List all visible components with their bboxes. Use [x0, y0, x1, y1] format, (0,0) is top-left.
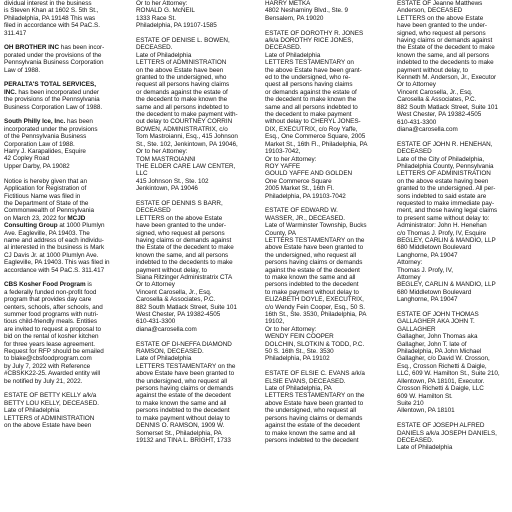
text-line: Ave. Eagleville, PA 19403. The [4, 229, 90, 237]
text-line: ESTATE OF DENNIS S BARR, [136, 199, 223, 207]
text-line: above Estate have been granted to [265, 399, 364, 407]
text-line: LETTERS TESTAMENTARY on the [265, 236, 365, 244]
text-line: 882 South Matlack Street, Suite 101 [136, 303, 237, 311]
text-line: ESTATE OF Jeanne Matthews [397, 0, 483, 7]
text-line: Philadelphia County, Pennsylvania [397, 162, 494, 170]
text-line: Late of Philadelphia [4, 407, 60, 415]
text-line: ment, and those having legal claims [397, 207, 498, 215]
text-line: DECEASED. [265, 44, 302, 52]
paragraph-gap [136, 30, 254, 37]
text-line: Late of the City of Philadelphia, [397, 155, 485, 163]
text-line: THE ELDER CARE LAW CENTER, [136, 162, 236, 170]
paragraph-gap [397, 133, 512, 140]
text-line: be notified by July 21, 2022. [4, 377, 83, 385]
text-line: Carosella & Associates, P.C. [397, 96, 477, 104]
text-line: having claims or demands against [136, 236, 232, 244]
paragraph-gap [4, 385, 122, 392]
text-line: diana@carosella.com [136, 325, 197, 333]
text-line: 1333 Race St. [136, 14, 176, 22]
paragraph-gap [265, 22, 383, 29]
text-line: Philadelphia, PA John Michael [397, 348, 482, 356]
text-line: 415 Johnson St., Ste. 102 [136, 177, 209, 185]
text-line: 680 Middletown Boulevard [397, 244, 472, 252]
text-line: Or to Attorney [397, 81, 436, 89]
text-line: Late of Philadelphia, PA [265, 385, 332, 393]
text-line: Or to her Attorney: [265, 325, 317, 333]
text-line: WASSER, JR., DECEASED. [265, 214, 346, 222]
text-line: ESTATE OF JOHN THOMAS [397, 311, 479, 319]
text-line: LETTERS on the above Estate [397, 14, 484, 22]
text-line: Gallagher, c/o David W. Crosson, [397, 355, 490, 363]
text-line: signed, who request all persons [136, 229, 225, 237]
text-line: to make payment without delay to [136, 414, 230, 422]
text-line: 19132 and TINA L. BRIGHT, 1733 [136, 436, 231, 444]
text-line: Suite 210 [397, 399, 424, 407]
text-line: known the same, and all persons [136, 251, 229, 259]
text-line: 4802 Neshaminy Blvd., Ste. 9 [265, 7, 349, 15]
text-line: ESTATE OF JOSEPH ALFRED [397, 422, 485, 430]
text-line: to make known the same and all [136, 399, 227, 407]
text-line: Late of Philadelphia [265, 51, 321, 59]
text-line: on March 23, 2022 for MCJD [4, 214, 86, 222]
text-line: Thomas J. Profy, IV, [397, 266, 454, 274]
text-line: Langhorne, PA 19047 [397, 251, 458, 259]
text-line: to make known the same and all [265, 274, 356, 281]
text-line: Corporation Law of 1988. [4, 140, 75, 148]
text-line: for three years lease agreement. [4, 340, 96, 348]
paragraph-gap [136, 333, 254, 340]
text-line: persons having claims or demands [136, 385, 234, 393]
column-3 [265, 0, 383, 512]
text-line: persons having claims or demands [265, 259, 363, 267]
paragraph-gap [136, 193, 254, 200]
text-line: 19103-7042, [265, 148, 301, 156]
column-4 [397, 0, 512, 512]
text-line: RONALD G. McNEIL [136, 7, 195, 15]
text-line: ed to the undersigned, who re- [265, 74, 351, 82]
text-line: LETTERS of ADMINISTRATION [136, 59, 227, 67]
text-line: Tom Mastroianni, Esq., 415 Johnson [136, 133, 238, 141]
text-line: South Philly Ice, Inc. has been [4, 118, 93, 126]
text-line: County, PA [265, 229, 296, 237]
text-line: Philadelphia, PA 19148 This was [4, 14, 96, 22]
text-line: ELIZABETH DOYLE, EXECUTRIX, [265, 296, 364, 304]
text-line: or demands against the estate of [136, 88, 228, 96]
text-line: Or to her Attorney: [136, 0, 188, 7]
text-line: Notice is hereby given that an [4, 177, 87, 185]
text-line: by July 7, 2022 with Reference [4, 362, 91, 370]
text-line: Law of 1988. [4, 66, 41, 74]
text-line: the undersigned, who request all [136, 377, 228, 385]
text-line: persons indebted to the decedent [136, 407, 230, 415]
text-line: persons indebted to the decedent [265, 436, 359, 444]
text-line: the undersigned, who request all [265, 251, 357, 259]
text-line: Or to her Attorney: [136, 148, 188, 156]
text-line: Vincent Carosella, Jr., Esq. [136, 288, 212, 296]
text-line: above Estate have been granted to [136, 370, 235, 378]
text-line: West Chester, PA 19382-4505 [136, 311, 221, 319]
text-line: tious child-friendly meals. Entities [4, 318, 98, 326]
text-line: Philadelphia, PA 19102 [265, 355, 330, 363]
text-line: Anderson, DECEASED [397, 7, 463, 15]
text-line: One Commerce Square [265, 177, 332, 185]
text-line: 19102, [265, 318, 285, 326]
text-line: Harry J. Karapalides, Esquire [4, 148, 86, 156]
text-line: DECEASED. [136, 44, 173, 52]
text-line: DENNIS O. RAMSON, 1909 W. [136, 422, 225, 430]
text-line: BEGLEY, CARLIN & MANDIO, LLP [397, 281, 496, 289]
text-line: incorporated under the provisions [4, 125, 98, 133]
text-line: CBS Kosher Food Program is [4, 281, 92, 289]
text-line: OH BROTHER INC has been incor- [4, 44, 105, 52]
text-line: ESTATE OF EDWARD W. [265, 207, 338, 215]
text-line: INC. has been incorporated under [4, 88, 99, 96]
text-line: persons having claims or demands [265, 414, 363, 422]
text-line: program that provides day care [4, 296, 92, 304]
text-line: signed, who request all persons [397, 29, 486, 37]
text-line: to present same without delay to: [397, 214, 490, 222]
text-line: Crosson Richetti & Daigle, LLC [397, 385, 484, 393]
text-line: HARRY METKA [265, 0, 311, 7]
paragraph-gap [4, 111, 122, 118]
text-line: Or to Attorney [136, 281, 175, 289]
text-line: BETTY LOU KELLY, DECEASED. [4, 399, 100, 407]
text-line: ESTATE OF ELSIE C. EVANS a/k/a [265, 370, 365, 378]
text-line: sons indebted to said estate are [397, 192, 487, 200]
paragraph-gap [397, 415, 512, 422]
text-line: the decedent to make known the [136, 96, 228, 104]
text-line: the Estate of the decedent to make [397, 44, 495, 52]
text-line: Administrator: John H. Henehan [397, 222, 487, 230]
text-line: LETTERS OF ADMINISTRATION [397, 170, 491, 178]
text-line: DOLCHIN, SLOTKIN & TODD, P.C. [265, 340, 365, 348]
text-line: Attorney: [397, 259, 423, 267]
paragraph-gap [4, 37, 122, 44]
text-line: a federally funded non-profit food [4, 288, 97, 296]
text-line: same and all persons indebted to [136, 103, 229, 111]
text-line: Gallagher, John T. late of [397, 340, 467, 348]
text-line: LETTERS of ADMINISTRATION [4, 414, 95, 422]
text-line: Bensalem, PA 19020 [265, 14, 324, 22]
text-line: Application for Registration of [4, 185, 87, 193]
text-line: 680 Middletown Boulevard [397, 288, 472, 296]
text-line: 50 S. 16th St., Ste. 3530 [265, 348, 334, 356]
text-line: 610-431-3300 [136, 318, 176, 326]
text-line: the undersigned, who request all [265, 407, 357, 415]
text-line: Or to her Attorney: [265, 155, 317, 163]
text-line: filed in accordance with 54 PaC.S. [4, 22, 100, 30]
text-line: DANIELS a/k/a JOSEPH DANIELS, [397, 429, 497, 437]
paragraph-gap [4, 74, 122, 81]
text-line: Late of Philadelphia [136, 355, 192, 363]
text-line: Jenkintown, PA 19046 [136, 185, 198, 193]
text-line: diana@carosella.com [397, 125, 458, 133]
text-line: the decedent to make payment with- [136, 111, 238, 119]
text-line: LETTERS TESTAMENTARY on the [265, 392, 365, 400]
text-line: Philadelphia, PA 19103-7042 [265, 192, 346, 200]
text-line: 610-431-3300 [397, 118, 437, 126]
text-line: 609 W. Hamilton St. [397, 392, 453, 400]
text-line: centers, schools, after schools, and [4, 303, 103, 311]
text-line: LETTERS TESTAMENTARY on [265, 59, 354, 67]
text-line: 16th St., Ste. 3530, Philadelphia, PA [265, 311, 367, 319]
paragraph-gap [265, 200, 383, 207]
text-line: GALLAGHER AKA JOHN T. [397, 318, 475, 326]
text-line: the Estate of the decedent to make [136, 244, 234, 252]
text-line: payment without delay, to [397, 66, 468, 74]
text-line: DECEASED [136, 207, 171, 215]
text-line: 311.417 [4, 29, 27, 37]
text-line: Gallagher, John Thomas aka [397, 333, 478, 341]
text-line: the Department of State of the [4, 199, 89, 207]
text-line: c/o Thomas J. Profy, IV, Esquire [397, 229, 487, 237]
text-line: ROY YAFFE [265, 162, 301, 170]
text-line: CJ Davis Jr. at 1000 Plumlyn Ave. [4, 251, 99, 259]
text-line: al interested in the business is Mark [4, 244, 105, 252]
text-line: Commonwealth of Pennsylvania [4, 207, 95, 215]
paragraph-gap [4, 274, 122, 281]
text-line: Kenneth M. Anderson, Jr., Executor [397, 74, 497, 82]
text-line: ESTATE OF JOHN R. HENEHAN, [397, 140, 493, 148]
text-line: having claims or demands against [397, 37, 493, 45]
text-line: against the estate of the decedent [136, 392, 231, 400]
text-line: LETTERS TESTAMENTARY on the [136, 362, 236, 370]
text-line: the decedent to make payment [265, 111, 352, 119]
text-line: Pennsylvania Business Corporation [4, 59, 104, 67]
text-line: have been granted to the under- [397, 22, 488, 30]
text-line: known the same, and all persons [397, 51, 490, 59]
text-line: 42 Copley Road [4, 155, 50, 163]
text-line: persons indebted to the decedent [265, 281, 359, 289]
text-line: St., Ste. 102, Jenkintown, PA 19046, [136, 140, 238, 148]
text-line: Market St., 16th Fl., Philadelphia, PA [265, 140, 368, 148]
text-line: to blake@cbsfoodprogram.com [4, 355, 92, 363]
text-line: request all persons having claims [136, 81, 230, 89]
text-line: c/o Wendy Fein Cooper, Esq., 50 S. [265, 303, 366, 311]
text-line: BEGLEY, CARLIN & MANDIO, LLP [397, 236, 496, 244]
text-line: to make known the same and all [265, 429, 356, 437]
text-line: indebted to the decedents to make [136, 259, 233, 267]
text-line: is Steven Khan at 1602 S. 5th St., [4, 7, 99, 15]
text-line: granted to the undersigned, who [136, 74, 227, 82]
text-line: ESTATE OF BETTY KELLY a/k/a [4, 392, 97, 400]
text-line: payment without delay, to [136, 266, 207, 274]
text-line: on the above Estate have been [136, 66, 224, 74]
text-line: ESTATE OF DI-NEFFA DIAMOND [136, 340, 232, 348]
text-line: out delay to COURTNEY CORRIN [136, 118, 233, 126]
text-line: Attorney [397, 274, 421, 282]
text-line: without delay to CHERYL JONES- [265, 118, 361, 126]
text-line: of the Pennsylvania Business [4, 133, 87, 141]
text-line: ESTATE OF DENISE L. BOWEN, [136, 37, 230, 45]
text-line: BOWEN, ADMINISTRATRIX, c/o [136, 125, 228, 133]
text-line: Consulting Group at 1000 Plumlyn [4, 222, 105, 230]
paragraph-gap [397, 304, 512, 311]
text-line: the above Estate have been grant- [265, 66, 362, 74]
text-line: ESTATE OF DOROTHY R. JONES [265, 29, 364, 37]
text-line: Upper Darby, PA 19082 [4, 162, 70, 170]
text-line: ELSIE EVANS, DECEASED. [265, 377, 346, 385]
text-line: TOM MASTROIANNI [136, 155, 196, 163]
text-line: porated under the provisions of the [4, 51, 102, 59]
text-line: GALLAGHER [397, 325, 436, 333]
text-line: requested to make immediate pay- [397, 199, 495, 207]
text-line: LETTERS on the above Estate [136, 214, 223, 222]
text-line: Philadelphia, PA 19107-1585 [136, 22, 217, 30]
text-line: Eagleville, PA 19403. This was filed in [4, 259, 110, 267]
text-line: have been granted to the under- [136, 222, 227, 230]
text-line: Carosella & Associates, P.C. [136, 296, 216, 304]
text-line: quest all persons having claims [265, 81, 353, 89]
text-line: above Estate have been granted to [265, 244, 364, 252]
text-line: same and all persons indebted to [265, 103, 358, 111]
text-line: name and address of each individu- [4, 236, 104, 244]
text-line: a/k/a DOROTHY RICE JONES, [265, 37, 354, 45]
text-line: Esq., Crosson Richetti & Daigle, [397, 362, 487, 370]
column-2 [136, 0, 254, 512]
column-1 [4, 0, 122, 512]
text-line: LLC [136, 170, 148, 178]
text-line: indebted to the decedents to make [397, 59, 494, 67]
text-line: RAMSON, DECEASED. [136, 348, 204, 356]
text-line: Allentown, PA 18101, Executor. [397, 377, 485, 385]
text-line: DECEASED [397, 148, 432, 156]
text-line: are invited to request a proposal to [4, 325, 101, 333]
text-line: Fictitious Name was filed in [4, 192, 81, 200]
text-line: DECEASED. [397, 436, 434, 444]
text-line: Siana Ritzinger Administratrix CTA [136, 274, 233, 281]
text-line: the decedent to make known the [265, 96, 357, 104]
text-line: #CBSKK22-25. Awarded entity will [4, 370, 101, 378]
text-line: Late of Warminster Township, Bucks [265, 222, 367, 230]
text-line: LLC, 609 W. Hamilton St., Suite 210, [397, 370, 500, 378]
paragraph-gap [265, 363, 383, 370]
text-line: DIX, EXECUTRIX, c/o Roy Yaffe, [265, 125, 358, 133]
text-line: PERALTA'S TOTAL SERVICES, [4, 81, 96, 89]
text-line: bid on the rental of kosher kitchen [4, 333, 99, 341]
text-line: granted to the undersigned. All per- [397, 185, 496, 193]
text-line: West Chester, PA 19382-4505 [397, 111, 482, 119]
text-line: the provisions of the Pennsylvania [4, 96, 100, 104]
text-line: Late of Philadelphia [136, 51, 192, 59]
text-line: against the estate of the decedent [265, 266, 360, 274]
text-line: dividual interest in the business [4, 0, 92, 7]
text-line: Late of Philadelphia [397, 444, 453, 452]
text-line: Langhorne, PA 19047 [397, 296, 458, 304]
text-line: accordance with 54 PaC.S. 311.417 [4, 266, 105, 274]
text-line: against the estate of the decedent [265, 422, 360, 430]
text-line: 2005 Market St., 16th Fl. [265, 185, 334, 193]
text-line: Vincent Carosella, Jr., Esq. [397, 88, 473, 96]
text-line: 882 South Matlack Street, Suite 101 [397, 103, 498, 111]
text-line: Esq., One Commerce Square, 2005 [265, 133, 366, 141]
paragraph-gap [4, 170, 122, 177]
text-line: WENDY FEIN COOPER [265, 333, 334, 341]
text-line: Somerset St., Philadelphia, PA [136, 429, 222, 437]
text-line: on the above estate having been [397, 177, 489, 185]
text-line: summer food programs with nutri- [4, 310, 99, 318]
text-line: Business Corporation Law of 1988. [4, 103, 103, 111]
text-line: on the above Estate have been [4, 422, 92, 430]
text-line: or demands against the estate of [265, 88, 357, 96]
text-line: Request for RFP should be emailed [4, 348, 104, 356]
text-line: Allentown, PA 18101 [397, 407, 455, 415]
text-line: to make payment without delay to [265, 288, 359, 296]
text-line: GOULD YAFFE AND GOLDEN [265, 170, 353, 178]
